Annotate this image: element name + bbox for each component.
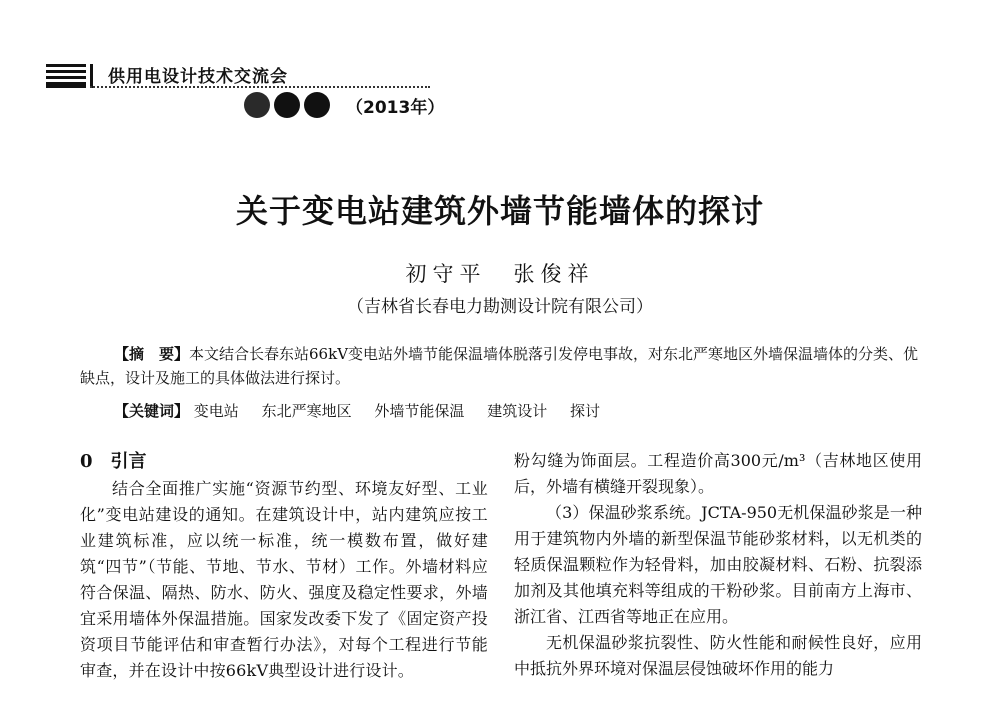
body-paragraph: （3）保温砂浆系统。JCTA-950无机保温砂浆是一种用于建筑物内外墙的新型保温节能砂浆材料，以无机类的轻质保温颗粒作为轻骨料，加由胶凝材料、石粉、抗裂添加剂及其他填充料等组成的干粉砂浆。目前南方上海市、浙江省、江西省等地正在应用。 <box>514 503 922 626</box>
body-column-left <box>80 448 488 684</box>
keyword: 探讨 <box>569 402 600 420</box>
body-column-right <box>514 448 922 682</box>
banner-dot-icon <box>274 92 300 118</box>
article-title: 关于变电站建筑外墙节能墙体的探讨 <box>235 192 764 230</box>
keyword: 变电站 <box>193 402 239 420</box>
issue-banner <box>244 92 444 118</box>
keyword: 建筑设计 <box>487 402 548 420</box>
body-paragraph: 粉勾缝为饰面层。工程造价高300元/m³（吉林地区使用后，外墙有横缝开裂现象）。 <box>514 451 922 496</box>
banner-dot-icon <box>244 92 270 118</box>
author-affiliation: （吉林省长春电力勘测设计院有限公司） <box>347 297 653 317</box>
section-heading: 0 引言 <box>80 451 147 472</box>
header-divider-tick <box>90 64 93 88</box>
issue-year: （2013年） <box>346 97 445 118</box>
abstract-label: 【摘 要】 <box>114 345 190 363</box>
abstract <box>80 342 920 390</box>
abstract-text: 本文结合长春东站66kV变电站外墙节能保温墙体脱落引发停电事故，对东北严寒地区外墙保温墙体的分类、优缺点，设计及施工的具体做法进行探讨。 <box>80 345 919 387</box>
keyword: 东北严寒地区 <box>261 402 352 420</box>
keyword: 外墙节能保温 <box>374 402 465 420</box>
article-authors: 初守平 张俊祥 <box>405 262 595 286</box>
header-dotted-rule <box>90 86 430 88</box>
keywords-label: 【关键词】 <box>114 402 190 420</box>
body-paragraph: 无机保温砂浆抗裂性、防火性能和耐候性良好，应用中抵抗外界环境对保温层侵蚀破坏作用的能力 <box>514 633 922 678</box>
keywords <box>114 400 618 421</box>
banner-dot-icon <box>304 92 330 118</box>
body-paragraph: 结合全面推广实施“资源节约型、环境友好型、工业化”变电站建设的通知。在建筑设计中，站内建筑应按工业建筑标准，应以统一标准，统一模数布置，做好建筑“四节”（节能、节地、节水、节材）工作。外墙材料应符合保温、隔热、防水、防火、强度及稳定性要求，外墙宜采用墙体外保温措施。国家发改委下发了《固定资产投资项目节能评估和审查暂行办法》，对每个工程进行节能审查，并在设计中按66kV典型设计进行设计。 <box>80 479 488 680</box>
journal-name: 供用电设计技术交流会 <box>108 67 288 87</box>
journal-logo-mark <box>46 64 86 88</box>
